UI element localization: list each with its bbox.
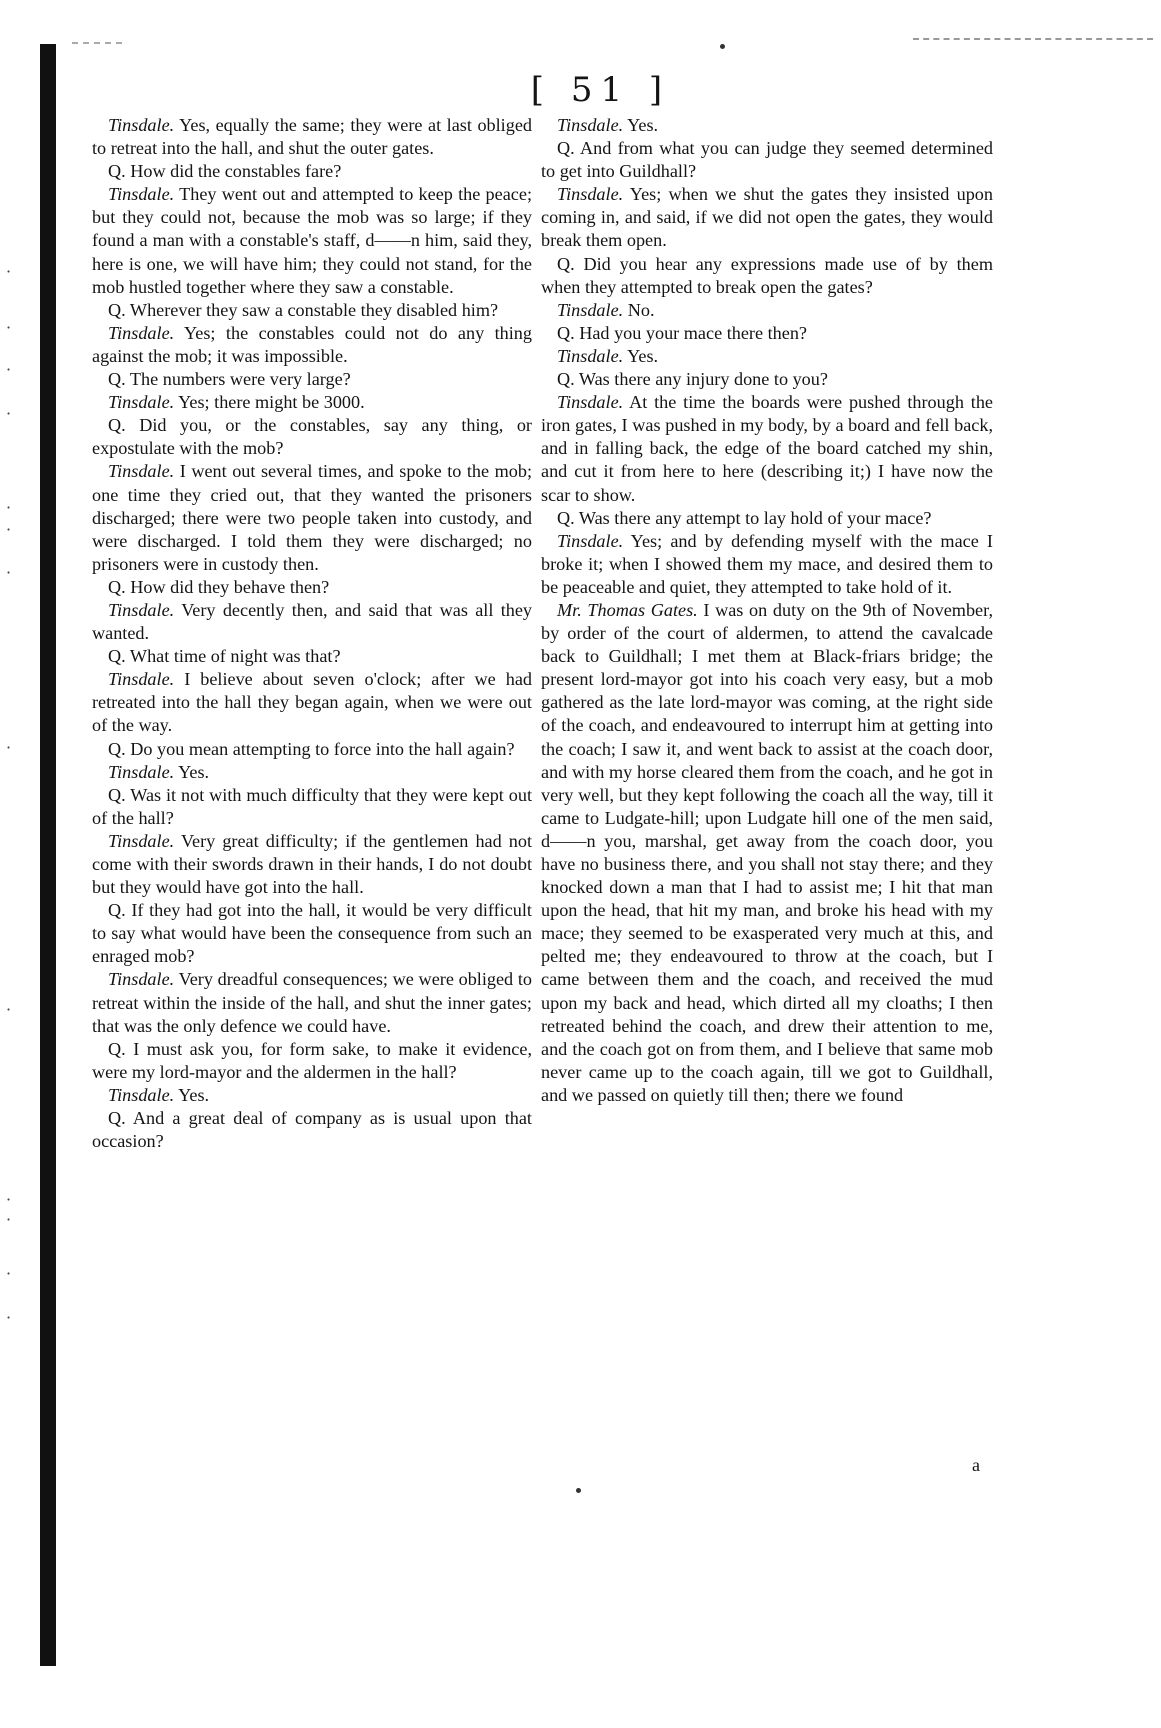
- paragraph: [541, 530, 993, 599]
- paragraph: [541, 183, 993, 252]
- paragraph-text: Yes; the constables could not do any thing against the mob; it was impossible.: [92, 322, 532, 366]
- speaker-name: Tinsdale.: [108, 461, 175, 482]
- paragraph: [92, 830, 532, 899]
- paragraph: [541, 507, 993, 530]
- speaker-name: Tinsdale.: [557, 345, 624, 366]
- paragraph: [92, 761, 532, 784]
- paragraph-text: Very decently then, and said that was all they wanted.: [92, 599, 533, 644]
- paragraph-text: Q. And a great deal of company as is usual upon that occasion?: [92, 1108, 532, 1152]
- paragraph-text: They went out and attempted to keep the peace; but they could not, because the mob was so large; if they found a man with a constable's staff, d——n him, said they, here is one, we will have him; they could not stand, for the mob hustled together where they saw a constable.: [92, 184, 532, 297]
- paragraph: [92, 322, 532, 368]
- speaker-name: Tinsdale.: [108, 599, 175, 620]
- paragraph: [92, 738, 532, 761]
- paragraph-text: Yes.: [178, 761, 210, 782]
- speaker-name: Tinsdale.: [108, 115, 175, 135]
- paragraph: [92, 391, 532, 414]
- paragraph: [92, 784, 532, 830]
- paragraph: [541, 137, 993, 183]
- paragraph: [92, 968, 532, 1037]
- speaker-name: Tinsdale.: [557, 184, 624, 205]
- paragraph-text: Very dreadful consequences; we were obliged to retreat within the inside of the hall, and shut the inner gates; that was the only defence we could have.: [92, 969, 532, 1036]
- speaker-name: Tinsdale.: [108, 184, 175, 205]
- paragraph: [92, 368, 532, 391]
- catchword: a: [972, 1455, 980, 1475]
- paragraph-text: Q. If they had got into the hall, it would be very difficult to say what would have been the consequence from such an enraged mob?: [92, 900, 532, 967]
- speaker-name: Tinsdale.: [108, 761, 175, 782]
- paragraph-text: Q. Did you hear any expressions made use of by them when they attempted to break open the gates?: [541, 253, 993, 297]
- paragraph: [541, 599, 993, 1107]
- paragraph-text: Yes.: [178, 1084, 210, 1105]
- speaker-name: Tinsdale.: [108, 322, 175, 343]
- paragraph: [92, 599, 532, 645]
- paragraph-text: Q. The numbers were very large?: [108, 369, 351, 390]
- paragraph: [541, 299, 993, 322]
- paragraph-text: Yes.: [627, 115, 659, 135]
- speaker-name: Tinsdale.: [557, 115, 624, 135]
- paragraph-text: Q. Had you your mace there then?: [557, 322, 807, 343]
- right-column: [541, 114, 993, 1107]
- paragraph: [541, 253, 993, 299]
- speaker-name: Tinsdale.: [557, 299, 624, 320]
- paragraph-text: Q. I must ask you, for form sake, to make it evidence, were my lord-mayor and the aldermen in the hall?: [92, 1038, 532, 1082]
- page-number: [ 51 ]: [530, 70, 671, 110]
- speaker-name: Tinsdale.: [108, 830, 175, 851]
- paragraph: [92, 160, 532, 183]
- paragraph-text: Yes; there might be 3000.: [178, 392, 365, 413]
- paragraph: [541, 345, 993, 368]
- binding-shadow: [40, 44, 56, 1666]
- paragraph-text: Yes, equally the same; they were at last obliged to retreat into the hall, and shut the outer gates.: [92, 115, 532, 159]
- speaker-name: Mr. Thomas Gates.: [557, 599, 698, 620]
- paragraph-text: I believe about seven o'clock; after we had retreated into the hall they began again, when we were out of the way.: [92, 669, 532, 736]
- paragraph: [92, 576, 532, 599]
- speaker-name: Tinsdale.: [557, 530, 624, 551]
- paragraph: [92, 1038, 532, 1084]
- paragraph: [92, 299, 532, 322]
- speaker-name: Tinsdale.: [557, 392, 624, 413]
- paragraph-text: Q. Was there any attempt to lay hold of your mace?: [557, 507, 932, 528]
- paragraph: [92, 114, 532, 160]
- top-left-mark: [72, 42, 122, 44]
- paragraph-text: Q. What time of night was that?: [108, 646, 341, 667]
- top-right-mark: [913, 38, 1153, 42]
- paragraph: [92, 183, 532, 298]
- speaker-name: Tinsdale.: [108, 392, 175, 413]
- paragraph-text: I was on duty on the 9th of November, by order of the court of aldermen, to attend the cavalcade back to Guildhall; I met them at Black-friars bridge; the present lord-mayor got into his coach very easy, but a mob gathered as the late lord-mayor was coming, at the right side of the coach, and endeavoured to interrupt him at getting into the coach; I saw it, and went back to assist at the coach door, and with my horse cleared them from the coach, and he got in very well, but they kept following the coach all the way, till it came to Ludgate-hill; upon Ludgate hill one of the men said, d——n you, marshal, get away from the coach door, you have no business there, and you shall not stay there; and they knocked down a man that I had to assist me; I hit that man upon the head, that hit my man, and broke his head with my mace; they seemed to be exasperated very much at this, and pelted me; they endeavoured to throw at the coach, but I came between them and the coach, and received the mud upon my back and head, which dirted all my cloaths; I then retreated behind the coach, and drew their attention to me, and the coach got on from them, and I believe that same mob never came up to the coach again, till we got to Guildhall, and we passed on quietly till then; there we found: [541, 599, 993, 1105]
- paragraph-text: Q. Wherever they saw a constable they disabled him?: [108, 299, 499, 320]
- speaker-name: Tinsdale.: [108, 1084, 175, 1105]
- paragraph-text: I went out several times, and spoke to the mob; one time they cried out, that they wanted the prisoners discharged; there were two people taken into custody, and were discharged. I told them they were discharged; no prisoners were in custody then.: [92, 461, 533, 574]
- speck: [720, 44, 725, 49]
- paragraph-text: Q. How did the constables fare?: [108, 161, 342, 182]
- margin-specks: · · · · · · · · · · · · ·: [6, 262, 12, 1327]
- left-column: [92, 114, 532, 1153]
- paragraph-text: Q. Did you, or the constables, say any thing, or expostulate with the mob?: [92, 415, 532, 459]
- paragraph: [541, 322, 993, 345]
- paragraph: [541, 114, 993, 137]
- paragraph-text: Q. Do you mean attempting to force into the hall again?: [108, 738, 515, 759]
- paragraph: [92, 414, 532, 460]
- paragraph-text: Yes; when we shut the gates they insisted upon coming in, and said, if we did not open the gates, they would break them open.: [541, 184, 993, 251]
- speaker-name: Tinsdale.: [108, 969, 175, 990]
- paragraph-text: Q. Was there any injury done to you?: [557, 369, 828, 390]
- paragraph: [92, 1107, 532, 1153]
- paragraph-text: Q. How did they behave then?: [108, 576, 330, 597]
- paragraph-text: Very great difficulty; if the gentlemen had not come with their swords drawn in their hands, I do not doubt but they would have got into the hall.: [92, 830, 532, 898]
- paragraph-text: Yes.: [627, 345, 659, 366]
- paragraph: [541, 391, 993, 506]
- paragraph-text: At the time the boards were pushed through the iron gates, I was pushed in my body, by a board and fell back, and in falling back, the edge of the board catched my shin, and cut it from here to here (describing it;) I have now the scar to show.: [541, 392, 993, 505]
- paragraph: [92, 460, 532, 575]
- paragraph: [92, 668, 532, 737]
- speaker-name: Tinsdale.: [108, 669, 175, 690]
- speck: [576, 1488, 581, 1493]
- paragraph-text: Q. And from what you can judge they seemed determined to get into Guildhall?: [541, 138, 993, 182]
- paragraph: [92, 1084, 532, 1107]
- paragraph: [92, 645, 532, 668]
- paragraph: [92, 899, 532, 968]
- paragraph-text: Q. Was it not with much difficulty that they were kept out of the hall?: [92, 784, 532, 828]
- paragraph-text: No.: [627, 299, 655, 320]
- paragraph: [541, 368, 993, 391]
- paragraph-text: Yes; and by defending myself with the mace I broke it; when I showed them my mace, and desired them to be peaceable and quiet, they attempted to take hold of it.: [541, 530, 993, 597]
